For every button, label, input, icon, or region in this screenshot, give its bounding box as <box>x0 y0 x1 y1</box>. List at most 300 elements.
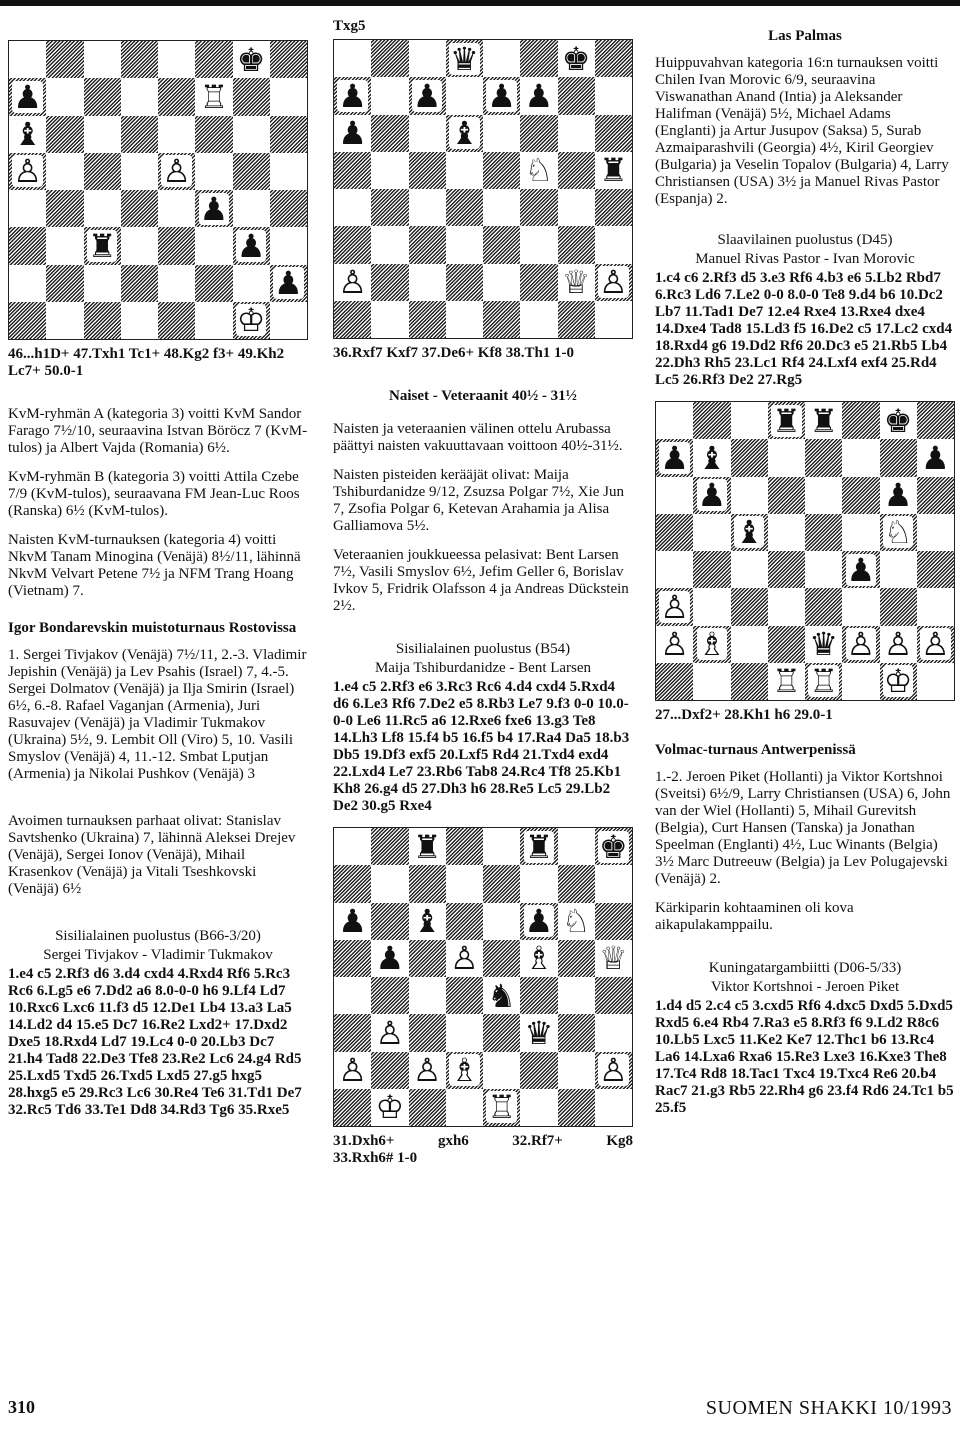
board-square <box>121 227 158 264</box>
board-square <box>371 828 408 865</box>
paragraph: Avoimen turnauksen parhaat olivat: Stanislav Savtshenko (Ukraina) 7, lähinnä Aleksei Drejev (Venäjä), Sergei Ionov (Venäjä), Mihail Krasenkov (Venäjä) ja Vitali Tseshkovski (Venäjä) 6½ <box>8 813 296 897</box>
section-heading: Igor Bondarevskin muistoturnaus Rostovissa <box>8 620 297 636</box>
board-square <box>595 1014 632 1051</box>
black-queen-icon: ♛ <box>524 1013 554 1052</box>
board-square <box>595 903 632 940</box>
board-square <box>731 514 768 551</box>
board-square <box>446 977 483 1014</box>
black-queen-icon: ♛ <box>450 39 479 78</box>
black-pawn-icon: ♟ <box>524 76 554 115</box>
board-square <box>558 301 595 338</box>
board-square <box>270 153 307 190</box>
board-square <box>409 1052 446 1089</box>
paragraph: 1.-2. Jeroen Piket (Hollanti) ja Viktor Kortshnoi (Sveitsi) 6½/9, Larry Christiansen (USA) 6, John van der Wiel (Hollanti) 5, Mihail Gurevitsh (Belgia), Curt Hansen (Tanska) ja Jonathan Speelman (Englanti) 4½, Luc Winants (Belgia) 3½ Marc Dutreeuw (Belgia) ja Lev Polugajevski (Venäjä) 2. <box>655 769 951 887</box>
section-heading: Las Palmas <box>768 28 842 44</box>
board-square <box>371 1014 408 1051</box>
board-square <box>334 152 371 189</box>
board-square <box>595 77 632 114</box>
board-square <box>46 116 83 153</box>
board-square <box>121 153 158 190</box>
white-bishop-icon: ♗ <box>524 939 554 978</box>
game-opening: Sisilialainen puolustus (B66-3/20) <box>55 928 261 944</box>
board-square <box>446 1014 483 1051</box>
black-pawn-icon: ♟ <box>274 264 303 303</box>
diagram-2-moves: 36.Rxf7 Kxf7 37.De6+ Kf8 38.Th1 1-0 <box>333 345 575 361</box>
board-square <box>595 940 632 977</box>
game-opening: Sisilialainen puolustus (B54) <box>395 641 571 657</box>
board-square <box>9 265 46 302</box>
board-square <box>595 301 632 338</box>
diagram-3-moves <box>333 1133 633 1150</box>
board-square <box>84 78 121 115</box>
board-square <box>84 265 121 302</box>
board-square <box>270 227 307 264</box>
board-square <box>768 439 805 476</box>
board-square <box>9 41 46 78</box>
board-square <box>805 588 842 625</box>
board-square <box>805 663 842 700</box>
board-square <box>842 439 879 476</box>
white-pawn-icon: ♙ <box>338 1051 367 1090</box>
board-square <box>483 940 520 977</box>
game-players: Sergei Tivjakov - Vladimir Tukmakov <box>43 947 273 963</box>
board-square <box>558 226 595 263</box>
board-square <box>334 977 371 1014</box>
board-square <box>446 940 483 977</box>
board-square <box>334 77 371 114</box>
board-square <box>483 977 520 1014</box>
board-square <box>595 1052 632 1089</box>
board-square <box>409 226 446 263</box>
board-square <box>520 1014 557 1051</box>
board-square <box>270 302 307 339</box>
board-square <box>880 477 917 514</box>
white-queen-icon: ♕ <box>561 263 591 302</box>
board-square <box>768 551 805 588</box>
board-square <box>195 190 232 227</box>
board-square <box>520 903 557 940</box>
board-square <box>409 903 446 940</box>
board-square <box>520 1089 557 1126</box>
paragraph: 1. Sergei Tivjakov (Venäjä) 7½/11, 2.-3. Vladimir Jepishin (Venäjä) ja Lev Psahis (Israel) 7, 4.-5. Sergei Dolmatov (Venäjä) ja Ilja Smirin (Israel) 6½, 6.-8. Rafael Vaganjan (Armenia), Juri Rasuvajev (Venäjä) ja Vladimir Tukmakov (Ukraina) 5½, 9. Lembit Oll (Viro) 5, 10. Vasili Smyslov (Venäjä) 4, 11.-12. Smbat Lputjan (Armenia) ja Nikolai Pushkov (Venäjä) 3 <box>8 647 307 782</box>
diagram-4-moves: 27...Dxf2+ 28.Kh1 h6 29.0-1 <box>655 707 833 723</box>
move: Kg8 <box>606 1133 633 1149</box>
move: 32.Rf7+ <box>512 1133 563 1149</box>
board-square <box>371 226 408 263</box>
board-square <box>446 903 483 940</box>
black-pawn-icon: ♟ <box>883 476 913 515</box>
board-square <box>842 588 879 625</box>
board-square <box>768 588 805 625</box>
black-rook-icon: ♜ <box>599 151 628 190</box>
board-square <box>595 189 632 226</box>
board-square <box>842 551 879 588</box>
black-rook-icon: ♜ <box>524 827 554 866</box>
board-square <box>84 227 121 264</box>
white-pawn-icon: ♙ <box>450 939 479 978</box>
black-rook-icon: ♜ <box>412 827 442 866</box>
board-square <box>558 1014 595 1051</box>
board-square <box>84 116 121 153</box>
white-pawn-icon: ♙ <box>660 625 689 664</box>
board-square <box>446 1089 483 1126</box>
black-king-icon: ♚ <box>236 40 266 79</box>
board-square <box>558 77 595 114</box>
board-square <box>483 152 520 189</box>
board-square <box>880 439 917 476</box>
board-square <box>520 152 557 189</box>
white-pawn-icon: ♙ <box>660 587 689 626</box>
chess-diagram-4 <box>655 401 955 701</box>
board-square <box>84 302 121 339</box>
board-square <box>842 663 879 700</box>
board-square <box>270 116 307 153</box>
black-king-icon: ♚ <box>599 827 628 866</box>
white-knight-icon: ♘ <box>524 151 554 190</box>
board-square <box>693 626 730 663</box>
game-moves: 1.e4 c5 2.Rf3 d6 3.d4 cxd4 4.Rxd4 Rf6 5.Rc3 Rc6 6.Lg5 e6 7.Dd2 a6 8.0-0-0 h6 9.Lf4 Ld7 10.Rxc6 Lxc6 11.f3 d5 12.De1 Lb4 13.a3 La5 14.Ld2 d4 15.e5 Dc7 16.Re2 Lxd2+ 17.Dxd2 Dxe5 18.Rxd4 Ld7 19.Lc4 0-0 20.Lb3 Dc7 21.h4 Tad8 22.De3 Tfe8 23.Re2 Lc6 24.g4 Rd5 25.Lxd5 Txd5 26.Txd5 Lxd5 27.g5 hxg5 28.hxg5 e5 29.Rc3 Lc6 30.Re4 Te6 31.Td1 De7 32.Rc5 Td6 33.Te1 Dd8 34.Rd3 Tg6 35.Rxe5 <box>8 966 302 1118</box>
board-square <box>46 78 83 115</box>
black-pawn-icon: ♟ <box>338 902 367 941</box>
black-pawn-icon: ♟ <box>487 76 516 115</box>
board-square <box>409 940 446 977</box>
board-square <box>371 1052 408 1089</box>
black-pawn-icon: ♟ <box>13 77 42 116</box>
board-square <box>158 41 195 78</box>
board-square <box>334 903 371 940</box>
board-square <box>731 439 768 476</box>
board-square <box>693 477 730 514</box>
board-square <box>520 865 557 902</box>
board-square <box>158 302 195 339</box>
board-square <box>121 265 158 302</box>
board-square <box>558 940 595 977</box>
paragraph: Naisten ja veteraanien välinen ottelu Arubassa päättyi naisten vakuuttavaan voittoon 40½-31½. <box>333 421 623 454</box>
white-king-icon: ♔ <box>375 1088 405 1127</box>
board-square <box>46 41 83 78</box>
board-square <box>409 828 446 865</box>
game-players: Manuel Rivas Pastor - Ivan Morovic <box>695 251 915 267</box>
board-square <box>731 626 768 663</box>
board-square <box>558 152 595 189</box>
board-square <box>842 626 879 663</box>
board-square <box>9 78 46 115</box>
board-square <box>371 40 408 77</box>
board-square <box>731 477 768 514</box>
game-opening: Slaavilainen puolustus (D45) <box>717 232 893 248</box>
board-square <box>768 663 805 700</box>
white-pawn-icon: ♙ <box>338 263 367 302</box>
board-square <box>842 514 879 551</box>
board-square <box>334 940 371 977</box>
board-square <box>842 477 879 514</box>
board-square <box>693 514 730 551</box>
board-square <box>158 227 195 264</box>
board-square <box>233 153 270 190</box>
board-square <box>195 302 232 339</box>
white-king-icon: ♔ <box>883 662 913 701</box>
board-square <box>371 77 408 114</box>
black-knight-icon: ♞ <box>487 976 516 1015</box>
board-square <box>446 115 483 152</box>
game-players: Maija Tshiburdanidze - Bent Larsen <box>374 660 592 676</box>
move: gxh6 <box>437 1133 469 1149</box>
board-square <box>917 588 954 625</box>
board-square <box>805 551 842 588</box>
paragraph: Veteraanien joukkueessa pelasivat: Bent Larsen 7½, Vasili Smyslov 6½, Jefim Geller 6, Borislav Ivkov 5, Fridrik Olafsson 4 ja Andreas Dückstein 2½. <box>333 547 629 614</box>
board-square <box>768 626 805 663</box>
column-left <box>8 40 308 1131</box>
chess-diagram-3 <box>333 827 633 1127</box>
board-square <box>409 77 446 114</box>
white-knight-icon: ♘ <box>883 513 913 552</box>
board-square <box>334 1014 371 1051</box>
board-square <box>917 626 954 663</box>
board-square <box>371 1089 408 1126</box>
board-square <box>731 402 768 439</box>
board-square <box>483 301 520 338</box>
black-pawn-icon: ♟ <box>524 902 554 941</box>
board-square <box>270 265 307 302</box>
board-square <box>233 190 270 227</box>
board-square <box>233 41 270 78</box>
board-square <box>446 1052 483 1089</box>
board-square <box>483 828 520 865</box>
board-square <box>693 663 730 700</box>
board-square <box>880 588 917 625</box>
board-square <box>195 78 232 115</box>
white-rook-icon: ♖ <box>809 662 838 701</box>
paragraph: KvM-ryhmän B (kategoria 3) voitti Attila Czebe 7/9 (KvM-tulos), seuraavana FM Jean-Luc Roos (Ranska) 6½ (KvM-tulos). <box>8 469 300 519</box>
white-pawn-icon: ♙ <box>883 625 913 664</box>
board-square <box>84 41 121 78</box>
board-square <box>158 153 195 190</box>
board-square <box>371 865 408 902</box>
board-square <box>558 115 595 152</box>
board-square <box>334 264 371 301</box>
white-pawn-icon: ♙ <box>375 1013 405 1052</box>
top-rule <box>0 0 960 6</box>
board-square <box>595 226 632 263</box>
board-square <box>371 977 408 1014</box>
board-square <box>520 226 557 263</box>
board-square <box>656 514 693 551</box>
board-square <box>9 227 46 264</box>
board-square <box>409 977 446 1014</box>
move: 33.Rxh6# 1-0 <box>333 1150 418 1166</box>
board-square <box>880 514 917 551</box>
board-square <box>233 227 270 264</box>
black-pawn-icon: ♟ <box>697 476 727 515</box>
board-square <box>195 153 232 190</box>
board-square <box>446 77 483 114</box>
game-moves: 1.c4 c6 2.Rf3 d5 3.e3 Rf6 4.b3 e6 5.Lb2 Rbd7 6.Rc3 Ld6 7.Le2 0-0 8.0-0 Te8 9.d4 b6 10.Dc2 Lb7 11.Tad1 De7 12.e4 Rxe4 13.Rxe4 dxe4 14.Dxe4 Tad8 15.Ld3 f5 16.De2 c5 17.Lc2 cxd4 18.Rxd4 g6 19.Dd2 Rf6 20.Dc3 e5 21.Rb5 Lb4 22.Dh3 Rh5 23.Lc1 Rf4 24.Lxf4 exf4 25.Rd4 Lc5 26.Rf3 De2 27.Rg5 <box>655 270 953 388</box>
board-square <box>9 190 46 227</box>
board-square <box>558 40 595 77</box>
board-square <box>693 588 730 625</box>
diagram-caption: Txg5 <box>333 18 366 34</box>
board-square <box>46 227 83 264</box>
board-square <box>731 588 768 625</box>
white-rook-icon: ♖ <box>772 662 801 701</box>
board-square <box>371 940 408 977</box>
board-square <box>656 477 693 514</box>
board-square <box>917 663 954 700</box>
white-pawn-icon: ♙ <box>599 263 628 302</box>
paragraph: Kärkiparin kohtaaminen oli kova aikapulakamppailu. <box>655 900 854 933</box>
board-square <box>409 264 446 301</box>
board-square <box>483 40 520 77</box>
board-square <box>334 828 371 865</box>
white-pawn-icon: ♙ <box>599 1051 628 1090</box>
board-square <box>409 301 446 338</box>
black-king-icon: ♚ <box>561 39 591 78</box>
game-opening: Kuningatargambiitti (D06-5/33) <box>708 960 902 976</box>
board-square <box>558 1052 595 1089</box>
black-bishop-icon: ♝ <box>412 902 442 941</box>
board-square <box>84 153 121 190</box>
board-square <box>520 189 557 226</box>
white-knight-icon: ♘ <box>561 902 591 941</box>
move: 31.Dxh6+ <box>333 1133 395 1149</box>
black-queen-icon: ♛ <box>809 625 838 664</box>
board-square <box>880 663 917 700</box>
board-square <box>270 190 307 227</box>
board-square <box>520 977 557 1014</box>
board-square <box>595 828 632 865</box>
board-square <box>446 264 483 301</box>
section-heading: Naiset - Veteraanit 40½ - 31½ <box>389 388 577 404</box>
board-square <box>520 40 557 77</box>
diagram-1-moves: 46...h1D+ 47.Txh1 Tc1+ 48.Kg2 f3+ 49.Kh2 Lc7+ 50.0-1 <box>8 346 285 379</box>
board-square <box>446 40 483 77</box>
board-square <box>409 189 446 226</box>
board-square <box>483 189 520 226</box>
board-square <box>805 477 842 514</box>
paragraph: KvM-ryhmän A (kategoria 3) voitti KvM Sandor Farago 7½/10, seuraavina Istvan Böröcz 7 (KvM-tulos) ja Albert Vajda (Romania) 6½. <box>8 406 308 456</box>
board-square <box>121 41 158 78</box>
board-square <box>768 477 805 514</box>
board-square <box>334 226 371 263</box>
board-square <box>558 903 595 940</box>
board-square <box>656 626 693 663</box>
board-square <box>558 264 595 301</box>
board-square <box>917 514 954 551</box>
white-pawn-icon: ♙ <box>13 152 42 191</box>
board-square <box>158 265 195 302</box>
black-bishop-icon: ♝ <box>13 115 42 154</box>
board-square <box>233 265 270 302</box>
board-square <box>595 40 632 77</box>
board-square <box>880 551 917 588</box>
board-square <box>158 116 195 153</box>
board-square <box>656 588 693 625</box>
black-bishop-icon: ♝ <box>450 114 479 153</box>
black-bishop-icon: ♝ <box>697 438 727 477</box>
board-square <box>409 1089 446 1126</box>
board-square <box>520 115 557 152</box>
white-pawn-icon: ♙ <box>846 625 876 664</box>
white-pawn-icon: ♙ <box>162 152 191 191</box>
board-square <box>334 115 371 152</box>
board-square <box>483 1089 520 1126</box>
paragraph: Naisten pisteiden kerääjät olivat: Maija Tshiburdanidze 9/12, Zsuzsa Polgar 7½, Xie Jun 7, Zsofia Polgar 6, Ketevan Arahamia ja Alisa Galliamova 5½. <box>333 467 624 534</box>
board-square <box>371 903 408 940</box>
black-bishop-icon: ♝ <box>734 513 764 552</box>
board-square <box>656 402 693 439</box>
board-square <box>693 402 730 439</box>
white-queen-icon: ♕ <box>599 939 628 978</box>
board-square <box>270 78 307 115</box>
board-square <box>558 977 595 1014</box>
board-square <box>334 1089 371 1126</box>
board-square <box>233 302 270 339</box>
board-square <box>520 1052 557 1089</box>
black-rook-icon: ♜ <box>87 226 117 265</box>
board-square <box>483 264 520 301</box>
board-square <box>520 301 557 338</box>
black-pawn-icon: ♟ <box>236 226 266 265</box>
board-square <box>409 865 446 902</box>
board-square <box>595 977 632 1014</box>
game-moves: 1.d4 d5 2.c4 c5 3.cxd5 Rf6 4.dxc5 Dxd5 5.Dxd5 Rxd5 6.e4 Rb4 7.Ra3 e5 8.Rf3 f6 9.Ld2 R8c6 10.Lb5 Lxc5 11.Ke2 Ke7 12.Thc1 b6 13.Rc4 La6 14.Lxa6 Rxa6 15.Re3 Lxe3 16.Kxe3 The8 17.Tc4 Rd8 18.Tac1 Txc4 19.Txc4 Re6 20.b4 Rac7 21.g3 Rb5 22.Rh4 g6 23.f4 Rd6 24.Tc1 b5 25.f5 <box>655 998 954 1116</box>
white-bishop-icon: ♗ <box>450 1051 479 1090</box>
white-rook-icon: ♖ <box>199 77 229 116</box>
board-square <box>9 153 46 190</box>
board-square <box>46 302 83 339</box>
white-pawn-icon: ♙ <box>412 1051 442 1090</box>
board-square <box>158 78 195 115</box>
board-square <box>46 153 83 190</box>
board-square <box>371 301 408 338</box>
board-square <box>483 865 520 902</box>
board-square <box>195 227 232 264</box>
board-square <box>121 190 158 227</box>
game-moves: 1.e4 c5 2.Rf3 e6 3.Rc3 Rc6 4.d4 cxd4 5.Rxd4 d6 6.Le3 Rf6 7.De2 e5 8.Rb3 Le7 9.f3 0-0 10.0-0-0 Le6 11.Rc5 a6 12.Rxe6 fxe6 13.g3 Te8 14.Lh3 Lf8 15.f4 b5 16.f5 b4 17.Ra4 Da5 18.b3 Db5 19.Df3 exf5 20.Lxf5 Rd4 21.Txd4 exd4 22.Lxd4 Le7 23.Rb6 Tab8 24.Rc4 Tf8 25.Kb1 Kh8 26.g4 d5 27.Dh3 h6 28.Re5 Lc5 29.Lb2 De2 30.g5 Rxe4 <box>333 679 630 814</box>
game-players: Viktor Kortshnoi - Jeroen Piket <box>710 979 900 995</box>
board-square <box>558 1089 595 1126</box>
chess-diagram-1 <box>8 40 308 340</box>
board-square <box>805 402 842 439</box>
white-pawn-icon: ♙ <box>921 625 950 664</box>
board-square <box>731 551 768 588</box>
paragraph: Naisten KvM-turnauksen (kategoria 4) voitti NkvM Tanam Minogina (Venäjä) 8½/11, lähinnä NkvM Velvart Petene 7½ ja NFM Trang Hoang (Vietnam) 7. <box>8 532 301 599</box>
board-square <box>917 477 954 514</box>
board-square <box>158 190 195 227</box>
board-square <box>334 40 371 77</box>
board-square <box>595 1089 632 1126</box>
board-square <box>520 828 557 865</box>
board-square <box>917 439 954 476</box>
board-square <box>768 402 805 439</box>
black-rook-icon: ♜ <box>772 401 801 440</box>
board-square <box>233 78 270 115</box>
board-square <box>483 903 520 940</box>
board-square <box>446 226 483 263</box>
black-pawn-icon: ♟ <box>375 939 405 978</box>
board-square <box>880 402 917 439</box>
board-square <box>558 865 595 902</box>
board-square <box>334 1052 371 1089</box>
board-square <box>409 115 446 152</box>
board-square <box>121 116 158 153</box>
section-heading: Volmac-turnaus Antwerpenissä <box>655 742 856 758</box>
board-square <box>558 189 595 226</box>
black-rook-icon: ♜ <box>809 401 838 440</box>
board-square <box>805 626 842 663</box>
board-square <box>46 190 83 227</box>
column-right <box>655 28 955 1129</box>
